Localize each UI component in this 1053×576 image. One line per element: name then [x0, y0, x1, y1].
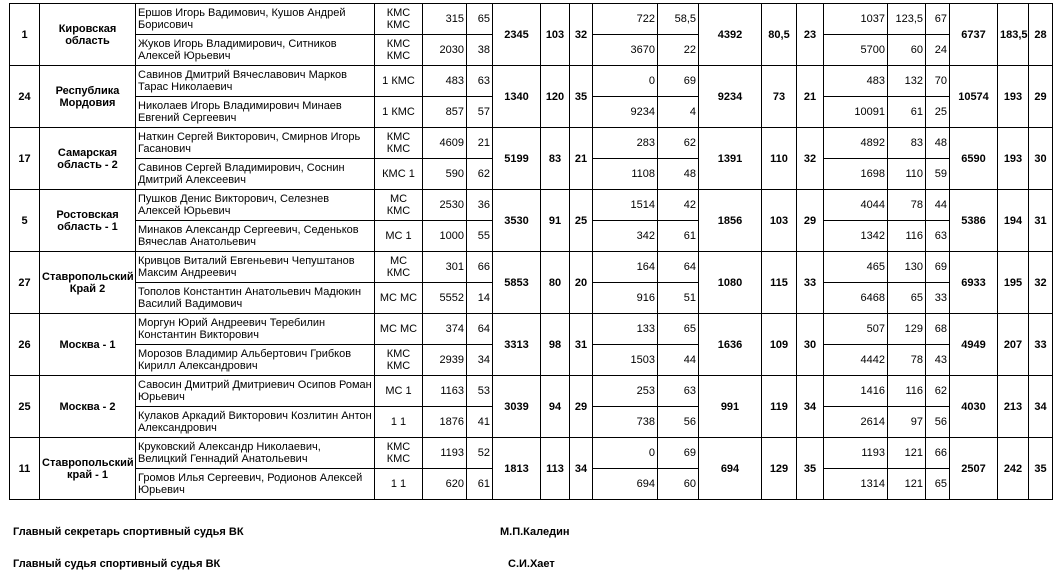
- final-score: 6590: [950, 128, 998, 190]
- round1-place: 36: [467, 190, 493, 221]
- round2-place: 63: [658, 376, 699, 407]
- pair-rank: МС МС: [375, 314, 423, 345]
- final-points: 193: [998, 128, 1029, 190]
- round2-score: 0: [593, 438, 658, 469]
- table-row: [10, 128, 1053, 159]
- round2-score: 738: [593, 407, 658, 438]
- total-score: 5700: [824, 35, 888, 66]
- final-place: 35: [1029, 438, 1053, 500]
- pair-rank: КМС КМС: [375, 4, 423, 35]
- round2-team-score: 694: [699, 438, 762, 500]
- total-score: 1314: [824, 469, 888, 500]
- round1-score: 2939: [423, 345, 467, 376]
- round1-score: 1000: [423, 221, 467, 252]
- round2-team-score: 1391: [699, 128, 762, 190]
- round2-score: 133: [593, 314, 658, 345]
- results-table: [9, 3, 1053, 500]
- pair-names: Морозов Владимир Альбертович Грибков Кирилл Александрович: [136, 345, 375, 376]
- round2-team-points: 119: [762, 376, 797, 438]
- total-points: 110: [888, 159, 926, 190]
- round2-score: 916: [593, 283, 658, 314]
- final-points: 242: [998, 438, 1029, 500]
- table-row: [10, 4, 1053, 35]
- round2-team-place: 34: [797, 376, 824, 438]
- round1-team-points: 103: [541, 4, 570, 66]
- table-row: [10, 314, 1053, 345]
- pair-rank: КМС 1: [375, 159, 423, 190]
- round1-team-score: 3530: [493, 190, 541, 252]
- pair-names: Наткин Сергей Викторович, Смирнов Игорь Гасанович: [136, 128, 375, 159]
- round1-team-points: 98: [541, 314, 570, 376]
- round2-team-place: 29: [797, 190, 824, 252]
- round2-team-place: 21: [797, 66, 824, 128]
- total-place: 69: [926, 252, 950, 283]
- team-place: 17: [10, 128, 40, 190]
- round2-score: 283: [593, 128, 658, 159]
- round2-team-place: 33: [797, 252, 824, 314]
- round1-team-place: 21: [570, 128, 593, 190]
- total-place: 44: [926, 190, 950, 221]
- total-score: 4892: [824, 128, 888, 159]
- round2-team-score: 1636: [699, 314, 762, 376]
- round2-team-place: 30: [797, 314, 824, 376]
- table-row: [10, 438, 1053, 469]
- team-place: 1: [10, 4, 40, 66]
- round1-score: 1876: [423, 407, 467, 438]
- round1-team-place: 35: [570, 66, 593, 128]
- team-name: Республика Мордовия: [40, 66, 136, 128]
- round1-score: 1193: [423, 438, 467, 469]
- round1-team-score: 2345: [493, 4, 541, 66]
- round2-team-score: 1080: [699, 252, 762, 314]
- round1-place: 52: [467, 438, 493, 469]
- round1-score: 2530: [423, 190, 467, 221]
- team-name: Кировская область: [40, 4, 136, 66]
- round1-place: 62: [467, 159, 493, 190]
- total-points: 132: [888, 66, 926, 97]
- pair-rank: 1 КМС: [375, 66, 423, 97]
- total-points: 129: [888, 314, 926, 345]
- round1-team-score: 5199: [493, 128, 541, 190]
- pair-rank: МС КМС: [375, 190, 423, 221]
- pair-names: Савинов Дмитрий Вячеславович Марков Тарас Николаевич: [136, 66, 375, 97]
- round2-place: 65: [658, 314, 699, 345]
- final-place: 29: [1029, 66, 1053, 128]
- round1-score: 4609: [423, 128, 467, 159]
- round2-team-points: 103: [762, 190, 797, 252]
- round2-place: 60: [658, 469, 699, 500]
- total-place: 65: [926, 469, 950, 500]
- total-score: 4044: [824, 190, 888, 221]
- round1-team-points: 120: [541, 66, 570, 128]
- pair-rank: 1 КМС: [375, 97, 423, 128]
- final-score: 4030: [950, 376, 998, 438]
- pair-names: Жуков Игорь Владимирович, Ситников Алексей Юрьевич: [136, 35, 375, 66]
- round1-place: 53: [467, 376, 493, 407]
- final-place: 30: [1029, 128, 1053, 190]
- total-place: 48: [926, 128, 950, 159]
- pair-rank: 1 1: [375, 469, 423, 500]
- total-score: 1416: [824, 376, 888, 407]
- round2-team-place: 32: [797, 128, 824, 190]
- round2-team-score: 4392: [699, 4, 762, 66]
- total-score: 1193: [824, 438, 888, 469]
- round2-score: 164: [593, 252, 658, 283]
- final-points: 207: [998, 314, 1029, 376]
- team-name: Москва - 1: [40, 314, 136, 376]
- pair-rank: МС 1: [375, 376, 423, 407]
- round2-place: 61: [658, 221, 699, 252]
- round1-team-points: 91: [541, 190, 570, 252]
- team-name: Ростовская область - 1: [40, 190, 136, 252]
- round2-place: 56: [658, 407, 699, 438]
- round1-score: 5552: [423, 283, 467, 314]
- round2-team-score: 9234: [699, 66, 762, 128]
- round1-team-place: 34: [570, 438, 593, 500]
- final-points: 195: [998, 252, 1029, 314]
- round1-place: 66: [467, 252, 493, 283]
- pair-rank: КМС КМС: [375, 438, 423, 469]
- round2-place: 69: [658, 66, 699, 97]
- round2-score: 1503: [593, 345, 658, 376]
- round2-score: 1514: [593, 190, 658, 221]
- total-place: 24: [926, 35, 950, 66]
- total-score: 4442: [824, 345, 888, 376]
- pair-names: Пушков Денис Викторович, Селезнев Алексей Юрьевич: [136, 190, 375, 221]
- round1-place: 61: [467, 469, 493, 500]
- pair-rank: КМС КМС: [375, 35, 423, 66]
- pair-names: Савосин Дмитрий Дмитриевич Осипов Роман Юрьевич: [136, 376, 375, 407]
- final-place: 33: [1029, 314, 1053, 376]
- round2-place: 42: [658, 190, 699, 221]
- round2-score: 9234: [593, 97, 658, 128]
- pair-rank: МС 1: [375, 221, 423, 252]
- pair-names: Ершов Игорь Вадимович, Кушов Андрей Борисович: [136, 4, 375, 35]
- final-points: 183,5: [998, 4, 1029, 66]
- total-points: 97: [888, 407, 926, 438]
- total-score: 1342: [824, 221, 888, 252]
- total-score: 465: [824, 252, 888, 283]
- final-place: 28: [1029, 4, 1053, 66]
- round2-team-place: 23: [797, 4, 824, 66]
- round2-team-points: 110: [762, 128, 797, 190]
- table-row: [10, 190, 1053, 221]
- total-place: 56: [926, 407, 950, 438]
- final-score: 10574: [950, 66, 998, 128]
- round1-team-place: 31: [570, 314, 593, 376]
- total-score: 2614: [824, 407, 888, 438]
- round1-score: 2030: [423, 35, 467, 66]
- round1-place: 34: [467, 345, 493, 376]
- total-score: 507: [824, 314, 888, 345]
- round1-place: 41: [467, 407, 493, 438]
- final-points: 213: [998, 376, 1029, 438]
- round2-team-place: 35: [797, 438, 824, 500]
- final-points: 194: [998, 190, 1029, 252]
- round1-team-points: 80: [541, 252, 570, 314]
- total-points: 78: [888, 345, 926, 376]
- round2-team-points: 115: [762, 252, 797, 314]
- round1-team-points: 83: [541, 128, 570, 190]
- final-score: 6933: [950, 252, 998, 314]
- table-row: [10, 376, 1053, 407]
- total-points: 121: [888, 438, 926, 469]
- team-place: 24: [10, 66, 40, 128]
- total-place: 67: [926, 4, 950, 35]
- total-score: 1037: [824, 4, 888, 35]
- team-name: Самарская область - 2: [40, 128, 136, 190]
- total-score: 1698: [824, 159, 888, 190]
- round1-score: 315: [423, 4, 467, 35]
- round2-place: 58,5: [658, 4, 699, 35]
- team-place: 11: [10, 438, 40, 500]
- round2-score: 1108: [593, 159, 658, 190]
- round1-score: 483: [423, 66, 467, 97]
- round2-team-points: 80,5: [762, 4, 797, 66]
- round1-place: 57: [467, 97, 493, 128]
- round1-place: 63: [467, 66, 493, 97]
- final-score: 4949: [950, 314, 998, 376]
- round1-team-score: 1813: [493, 438, 541, 500]
- round1-team-points: 94: [541, 376, 570, 438]
- total-place: 70: [926, 66, 950, 97]
- round1-score: 1163: [423, 376, 467, 407]
- round2-place: 69: [658, 438, 699, 469]
- round1-score: 590: [423, 159, 467, 190]
- round2-score: 0: [593, 66, 658, 97]
- round1-score: 857: [423, 97, 467, 128]
- team-name: Ставропольский Край 2: [40, 252, 136, 314]
- team-place: 26: [10, 314, 40, 376]
- round1-team-score: 3039: [493, 376, 541, 438]
- round2-score: 722: [593, 4, 658, 35]
- round2-place: 64: [658, 252, 699, 283]
- final-score: 2507: [950, 438, 998, 500]
- total-points: 116: [888, 376, 926, 407]
- round2-place: 22: [658, 35, 699, 66]
- total-points: 130: [888, 252, 926, 283]
- secretary-name: М.П.Каледин: [500, 526, 570, 538]
- round1-team-points: 113: [541, 438, 570, 500]
- final-score: 5386: [950, 190, 998, 252]
- total-place: 25: [926, 97, 950, 128]
- final-points: 193: [998, 66, 1029, 128]
- round1-place: 21: [467, 128, 493, 159]
- round2-score: 3670: [593, 35, 658, 66]
- round1-place: 14: [467, 283, 493, 314]
- pair-names: Минаков Александр Сергеевич, Седеньков Вячеслав Анатольевич: [136, 221, 375, 252]
- pair-names: Громов Илья Сергеевич, Родионов Алексей Юрьевич: [136, 469, 375, 500]
- round1-team-score: 1340: [493, 66, 541, 128]
- total-place: 59: [926, 159, 950, 190]
- round2-place: 51: [658, 283, 699, 314]
- round1-team-place: 32: [570, 4, 593, 66]
- table-row: [10, 252, 1053, 283]
- total-points: 121: [888, 469, 926, 500]
- round1-team-place: 20: [570, 252, 593, 314]
- total-place: 66: [926, 438, 950, 469]
- total-place: 33: [926, 283, 950, 314]
- judge-name: С.И.Хает: [508, 558, 555, 570]
- total-place: 63: [926, 221, 950, 252]
- pair-names: Савинов Сергей Владимирович, Соснин Дмитрий Алексеевич: [136, 159, 375, 190]
- total-points: 116: [888, 221, 926, 252]
- round2-team-score: 1856: [699, 190, 762, 252]
- round2-place: 48: [658, 159, 699, 190]
- round1-team-place: 29: [570, 376, 593, 438]
- round2-score: 253: [593, 376, 658, 407]
- round1-score: 374: [423, 314, 467, 345]
- total-place: 43: [926, 345, 950, 376]
- final-place: 31: [1029, 190, 1053, 252]
- pair-names: Моргун Юрий Андреевич Теребилин Константин Викторович: [136, 314, 375, 345]
- pair-names: Кулаков Аркадий Викторович Козлитин Антон Александрович: [136, 407, 375, 438]
- total-points: 123,5: [888, 4, 926, 35]
- total-score: 10091: [824, 97, 888, 128]
- pair-rank: КМС КМС: [375, 128, 423, 159]
- total-place: 62: [926, 376, 950, 407]
- round2-place: 44: [658, 345, 699, 376]
- total-score: 483: [824, 66, 888, 97]
- team-place: 5: [10, 190, 40, 252]
- pair-names: Тополов Константин Анатольевич Мадюкин Василий Вадимович: [136, 283, 375, 314]
- pair-rank: МС МС: [375, 283, 423, 314]
- total-score: 6468: [824, 283, 888, 314]
- team-name: Ставропольский край - 1: [40, 438, 136, 500]
- round2-place: 4: [658, 97, 699, 128]
- round2-team-points: 109: [762, 314, 797, 376]
- table-row: [10, 66, 1053, 97]
- team-place: 25: [10, 376, 40, 438]
- team-place: 27: [10, 252, 40, 314]
- round1-place: 64: [467, 314, 493, 345]
- round2-team-score: 991: [699, 376, 762, 438]
- total-points: 61: [888, 97, 926, 128]
- round1-place: 55: [467, 221, 493, 252]
- round2-score: 694: [593, 469, 658, 500]
- round1-place: 38: [467, 35, 493, 66]
- total-points: 65: [888, 283, 926, 314]
- round1-place: 65: [467, 4, 493, 35]
- total-points: 60: [888, 35, 926, 66]
- round1-team-score: 3313: [493, 314, 541, 376]
- total-points: 83: [888, 128, 926, 159]
- round2-score: 342: [593, 221, 658, 252]
- final-place: 32: [1029, 252, 1053, 314]
- round1-team-place: 25: [570, 190, 593, 252]
- final-score: 6737: [950, 4, 998, 66]
- round2-team-points: 129: [762, 438, 797, 500]
- round1-score: 301: [423, 252, 467, 283]
- team-name: Москва - 2: [40, 376, 136, 438]
- final-place: 34: [1029, 376, 1053, 438]
- round1-team-score: 5853: [493, 252, 541, 314]
- pair-names: Николаев Игорь Владимирович Минаев Евгений Сергеевич: [136, 97, 375, 128]
- total-points: 78: [888, 190, 926, 221]
- round1-score: 620: [423, 469, 467, 500]
- pair-rank: МС КМС: [375, 252, 423, 283]
- round2-place: 62: [658, 128, 699, 159]
- judge-title: Главный судья спортивный судья ВК: [13, 558, 221, 570]
- pair-rank: КМС КМС: [375, 345, 423, 376]
- pair-names: Кривцов Виталий Евгеньевич Чепуштанов Максим Андреевич: [136, 252, 375, 283]
- secretary-title: Главный секретарь спортивный судья ВК: [13, 526, 244, 538]
- pair-names: Круковский Александр Николаевич, Велицкий Геннадий Анатольевич: [136, 438, 375, 469]
- pair-rank: 1 1: [375, 407, 423, 438]
- round2-team-points: 73: [762, 66, 797, 128]
- total-place: 68: [926, 314, 950, 345]
